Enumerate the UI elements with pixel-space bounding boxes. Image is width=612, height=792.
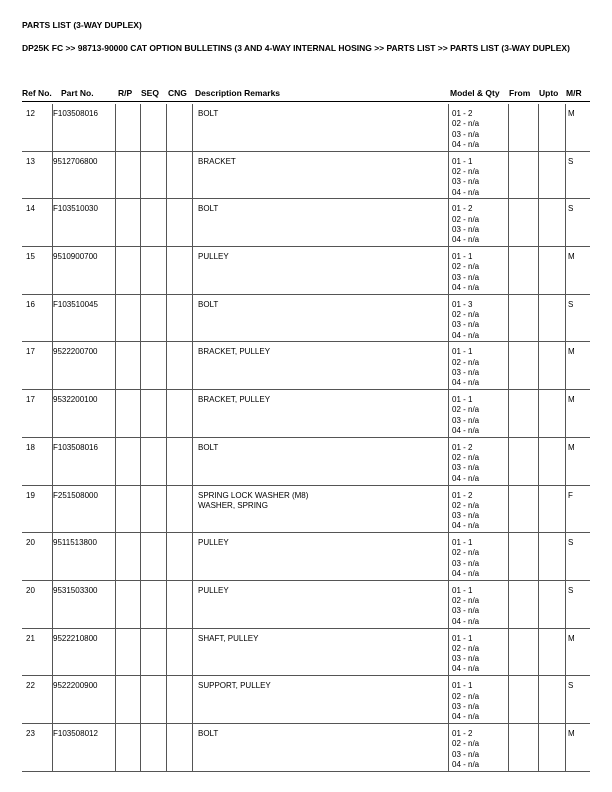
column-divider [565,104,566,151]
description-line: BOLT [198,442,219,452]
part-no-cell: 9522200900 [53,681,98,691]
model-qty-line: 03 - n/a [452,606,480,616]
column-divider [166,533,167,580]
part-no-cell: 9512706800 [53,156,98,166]
ref-no-cell: 13 [26,156,35,166]
model-qty-cell [452,538,479,579]
model-qty-cell [452,109,479,150]
column-divider [565,199,566,246]
table-row [22,581,590,629]
column-divider [508,724,509,771]
column-divider [508,104,509,151]
column-divider [115,152,116,199]
mr-cell: M [568,109,575,118]
ref-no-cell: 20 [26,538,35,548]
model-qty-line: 01 - 2 [452,728,473,738]
header-part-no: Part No. [61,88,94,98]
column-divider [166,390,167,437]
model-qty-line: 04 - n/a [452,187,480,197]
table-row [22,199,590,247]
model-qty-line: 02 - n/a [452,596,480,606]
header-ref-no: Ref No. [22,88,52,98]
model-qty-line: 04 - n/a [452,712,480,722]
column-divider [538,104,539,151]
model-qty-line: 03 - n/a [452,749,480,759]
description-line: PULLEY [198,585,229,595]
description-line: SPRING LOCK WASHER (M8) [198,490,309,500]
column-divider [115,390,116,437]
parts-table-body [22,104,590,772]
description-line: BRACKET, PULLEY [198,395,271,405]
column-divider [192,581,193,628]
mr-cell: S [568,681,574,691]
column-divider [140,676,141,723]
ref-no-cell: 19 [26,490,35,500]
column-divider [538,247,539,294]
description-cell [198,443,218,453]
column-divider [508,342,509,389]
description-line: BOLT [198,299,219,309]
description-cell [198,634,258,644]
column-divider [448,199,449,246]
table-row [22,104,590,152]
column-divider [538,152,539,199]
model-qty-line: 03 - n/a [452,463,480,473]
column-divider [508,581,509,628]
column-divider [192,486,193,533]
mr-cell: S [568,585,574,595]
column-divider [565,724,566,771]
ref-no-cell: 22 [26,681,35,691]
model-qty-line: 01 - 1 [452,156,473,166]
description-line: BOLT [198,204,219,214]
column-divider [508,152,509,199]
model-qty-cell [452,300,479,341]
model-qty-cell [452,157,479,198]
column-divider [508,676,509,723]
column-divider [538,724,539,771]
description-cell [198,157,236,167]
model-qty-cell [452,347,479,388]
page-title: PARTS LIST (3-WAY DUPLEX) [22,20,142,30]
column-divider [140,295,141,342]
mr-cell: S [568,538,574,548]
breadcrumb: DP25K FC >> 98713-90000 CAT OPTION BULLETINS (3 AND 4-WAY INTERNAL HOSING >> PARTS LIST >> PARTS LIST (3-WAY DUPLEX) [22,43,570,53]
ref-no-cell: 20 [26,585,35,595]
model-qty-cell [452,491,479,532]
description-line: BRACKET [198,156,236,166]
model-qty-line: 04 - n/a [452,473,480,483]
column-divider [115,724,116,771]
column-divider [192,104,193,151]
model-qty-line: 04 - n/a [452,426,480,436]
model-qty-line: 02 - n/a [452,262,480,272]
model-qty-line: 04 - n/a [452,664,480,674]
column-divider [538,676,539,723]
description-cell [198,538,229,548]
model-qty-line: 04 - n/a [452,521,480,531]
column-divider [565,342,566,389]
model-qty-line: 04 - n/a [452,759,480,769]
description-line: PULLEY [198,252,229,262]
model-qty-cell [452,443,479,484]
column-divider [166,629,167,676]
column-divider [508,533,509,580]
table-row [22,342,590,390]
column-divider [565,247,566,294]
model-qty-line: 01 - 2 [452,490,473,500]
column-divider [166,104,167,151]
column-divider [538,533,539,580]
part-no-cell: 9510900700 [53,252,98,262]
column-divider [166,342,167,389]
model-qty-cell [452,204,479,245]
column-divider [140,533,141,580]
header-rp: R/P [118,88,133,98]
column-divider [166,581,167,628]
column-divider [166,676,167,723]
column-divider [448,533,449,580]
header-seq: SEQ [141,88,159,98]
column-divider [166,724,167,771]
part-no-cell: F103508012 [53,728,98,738]
model-qty-line: 03 - n/a [452,368,480,378]
description-cell [198,586,229,596]
model-qty-line: 01 - 1 [452,252,473,262]
column-divider [140,581,141,628]
column-divider [140,342,141,389]
column-divider [508,629,509,676]
ref-no-cell: 14 [26,204,35,214]
description-cell [198,300,218,310]
column-divider [448,390,449,437]
model-qty-line: 02 - n/a [452,691,480,701]
mr-cell: M [568,728,575,738]
table-row [22,676,590,724]
header-cng: CNG [168,88,187,98]
model-qty-line: 01 - 1 [452,347,473,357]
column-divider [508,199,509,246]
mr-cell: S [568,156,574,166]
description-cell [198,204,218,214]
column-divider [192,390,193,437]
model-qty-line: 02 - n/a [452,548,480,558]
column-divider [140,438,141,485]
column-divider [115,533,116,580]
model-qty-line: 01 - 2 [452,442,473,452]
mr-cell: S [568,204,574,214]
model-qty-line: 02 - n/a [452,739,480,749]
column-divider [508,390,509,437]
column-divider [448,104,449,151]
model-qty-line: 03 - n/a [452,272,480,282]
column-divider [448,676,449,723]
column-divider [166,247,167,294]
column-divider [448,438,449,485]
column-divider [115,295,116,342]
header-mr: M/R [566,88,582,98]
table-row [22,152,590,200]
model-qty-line: 02 - n/a [452,357,480,367]
mr-cell: M [568,633,575,643]
model-qty-line: 03 - n/a [452,129,480,139]
description-line: SUPPORT, PULLEY [198,681,271,691]
mr-cell: M [568,442,575,452]
model-qty-line: 02 - n/a [452,214,480,224]
description-line: BOLT [198,728,219,738]
model-qty-cell [452,586,479,627]
ref-no-cell: 21 [26,633,35,643]
model-qty-cell [452,729,479,770]
part-no-cell: 9522200700 [53,347,98,357]
column-divider [448,486,449,533]
column-divider [140,724,141,771]
model-qty-line: 03 - n/a [452,177,480,187]
column-divider [508,486,509,533]
model-qty-line: 03 - n/a [452,224,480,234]
ref-no-cell: 18 [26,442,35,452]
ref-no-cell: 16 [26,299,35,309]
column-divider [166,295,167,342]
column-divider [166,438,167,485]
column-divider [565,581,566,628]
model-qty-line: 04 - n/a [452,139,480,149]
mr-cell: F [568,490,573,500]
model-qty-line: 01 - 1 [452,395,473,405]
column-divider [565,438,566,485]
part-no-cell: 9531503300 [53,585,98,595]
column-divider [565,152,566,199]
description-cell [198,491,308,512]
part-no-cell: 9532200100 [53,395,98,405]
description-line: BOLT [198,109,219,118]
column-divider [166,486,167,533]
column-divider [192,247,193,294]
column-divider [565,390,566,437]
part-no-cell: F103508016 [53,442,98,452]
column-divider [140,629,141,676]
model-qty-line: 03 - n/a [452,558,480,568]
column-divider [115,199,116,246]
column-divider [140,152,141,199]
column-divider [192,724,193,771]
model-qty-line: 01 - 2 [452,109,473,118]
column-divider [192,152,193,199]
column-divider [565,676,566,723]
model-qty-line: 02 - n/a [452,119,480,129]
column-divider [448,581,449,628]
column-divider [565,295,566,342]
column-divider [115,247,116,294]
description-cell [198,252,229,262]
part-no-cell: F251508000 [53,490,98,500]
column-divider [538,342,539,389]
header-upto: Upto [539,88,559,98]
column-divider [538,581,539,628]
column-divider [508,438,509,485]
model-qty-line: 03 - n/a [452,654,480,664]
column-divider [448,629,449,676]
table-row [22,438,590,486]
table-row [22,533,590,581]
mr-cell: S [568,299,574,309]
ref-no-cell: 12 [26,109,35,118]
model-qty-line: 04 - n/a [452,235,480,245]
column-divider [448,295,449,342]
mr-cell: M [568,347,575,357]
model-qty-line: 04 - n/a [452,616,480,626]
table-row [22,629,590,677]
description-cell [198,395,270,405]
column-divider [115,438,116,485]
model-qty-cell [452,395,479,436]
description-line: BRACKET, PULLEY [198,347,271,357]
mr-cell: M [568,395,575,405]
column-divider [448,724,449,771]
column-divider [565,629,566,676]
model-qty-line: 01 - 3 [452,299,473,309]
table-row [22,724,590,772]
model-qty-line: 02 - n/a [452,310,480,320]
description-cell [198,347,270,357]
column-divider [538,486,539,533]
table-row [22,390,590,438]
column-divider [140,486,141,533]
model-qty-cell [452,634,479,675]
model-qty-line: 04 - n/a [452,330,480,340]
ref-no-cell: 17 [26,347,35,357]
column-divider [538,629,539,676]
column-divider [115,676,116,723]
ref-no-cell: 23 [26,728,35,738]
model-qty-line: 04 - n/a [452,282,480,292]
model-qty-line: 01 - 1 [452,538,473,548]
description-line: SHAFT, PULLEY [198,633,259,643]
ref-no-cell: 15 [26,252,35,262]
column-divider [115,342,116,389]
part-no-cell: 9511513800 [53,538,97,548]
model-qty-cell [452,252,479,293]
column-divider [565,533,566,580]
model-qty-line: 01 - 2 [452,204,473,214]
header-divider [22,101,590,102]
column-divider [448,152,449,199]
model-qty-line: 01 - 1 [452,633,473,643]
column-divider [192,295,193,342]
model-qty-line: 02 - n/a [452,166,480,176]
column-divider [538,199,539,246]
model-qty-line: 02 - n/a [452,643,480,653]
column-divider [192,676,193,723]
column-divider [166,199,167,246]
part-no-cell: 9522210800 [53,633,98,643]
column-divider [115,486,116,533]
description-cell [198,729,218,739]
model-qty-line: 03 - n/a [452,320,480,330]
column-divider [565,486,566,533]
column-divider [538,295,539,342]
model-qty-cell [452,681,479,722]
column-divider [140,199,141,246]
model-qty-line: 03 - n/a [452,511,480,521]
model-qty-line: 01 - 1 [452,585,473,595]
column-divider [115,104,116,151]
column-divider [192,199,193,246]
column-divider [538,390,539,437]
part-no-cell: F103508016 [53,109,98,118]
column-divider [508,295,509,342]
column-divider [448,247,449,294]
table-row [22,295,590,343]
description-line: WASHER, SPRING [198,500,268,510]
column-divider [115,629,116,676]
column-divider [192,533,193,580]
column-divider [192,629,193,676]
model-qty-line: 04 - n/a [452,378,480,388]
ref-no-cell: 17 [26,395,35,405]
description-cell [198,681,271,691]
column-divider [140,247,141,294]
model-qty-line: 02 - n/a [452,500,480,510]
model-qty-line: 02 - n/a [452,453,480,463]
part-no-cell: F103510030 [53,204,98,214]
table-row [22,247,590,295]
header-from: From [509,88,531,98]
model-qty-line: 01 - 1 [452,681,473,691]
table-row [22,486,590,534]
part-no-cell: F103510045 [53,299,98,309]
column-divider [140,104,141,151]
column-divider [140,390,141,437]
model-qty-line: 02 - n/a [452,405,480,415]
mr-cell: M [568,252,575,262]
description-line: PULLEY [198,538,229,548]
header-description: Description Remarks [195,88,281,98]
column-divider [192,438,193,485]
header-model-qty: Model & Qty [450,88,500,98]
description-cell [198,109,218,119]
column-divider [192,342,193,389]
model-qty-line: 04 - n/a [452,569,480,579]
column-divider [538,438,539,485]
column-divider [166,152,167,199]
column-divider [115,581,116,628]
model-qty-line: 03 - n/a [452,415,480,425]
column-divider [448,342,449,389]
model-qty-line: 03 - n/a [452,701,480,711]
column-divider [508,247,509,294]
